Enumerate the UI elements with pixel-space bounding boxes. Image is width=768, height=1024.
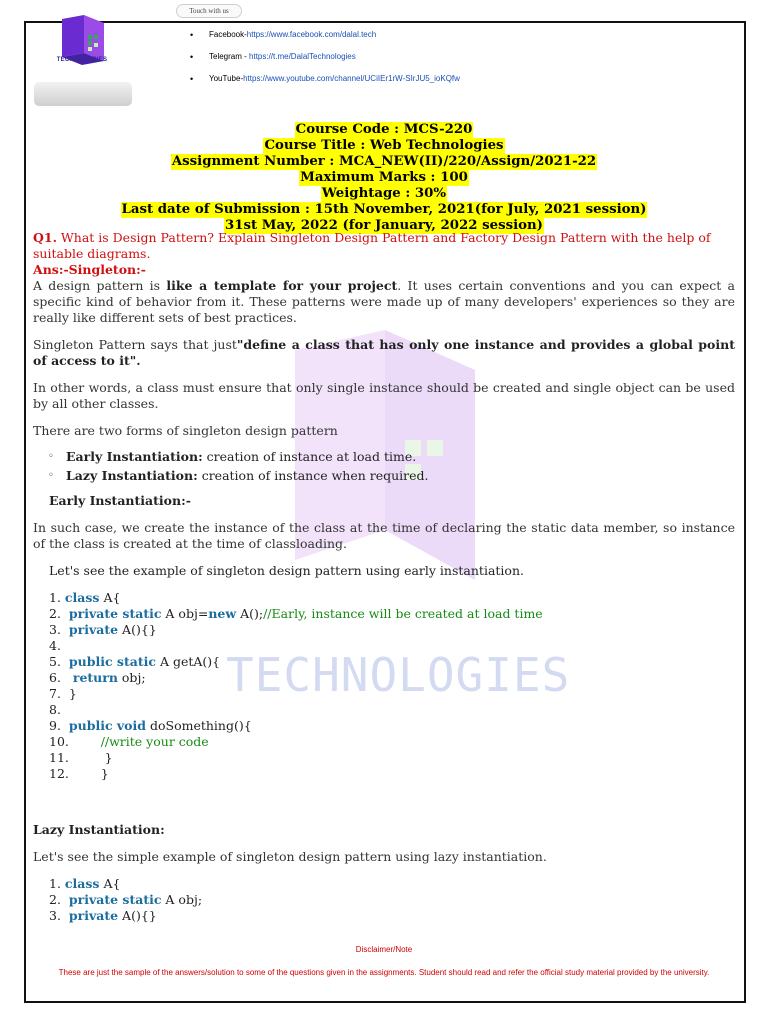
last-date: Last date of Submission : 15th November, 2021(for July, 2021 session) (121, 202, 647, 217)
weightage: Weightage : 30% (321, 186, 447, 201)
code-lazy (33, 876, 735, 924)
assignment-header (24, 118, 744, 233)
list-item: ◦ Early Instantiation: creation of instance at load time. (33, 447, 735, 466)
paragraph-7: Let's see the simple example of singleton design pattern using lazy instantiation. (33, 849, 547, 864)
code-line: 2. private static A obj; (49, 892, 203, 907)
gray-banner (34, 82, 132, 106)
disclaimer-text: These are just the sample of the answers/solution to some of the questions given in the assignments. Student should read and refer the official study material provided by the university. (58, 968, 710, 977)
answer-content (33, 230, 735, 924)
code-line: 9. public void doSomething(){ (49, 718, 252, 733)
max-marks: Maximum Marks : 100 (300, 170, 468, 185)
logo-word: TECHNOLOGIES (56, 57, 108, 63)
social-facebook[interactable]: • Facebook-https://www.facebook.com/dalal.tech (190, 28, 460, 50)
answer-heading: Ans:-Singleton:- (33, 262, 146, 277)
code-line: 1. class A{ (49, 590, 121, 605)
paragraph-1: A design pattern is like a template for your project. It uses certain conventions and you can expect a specific kind of behavior from it. These patterns were made up of many developers' experiences so they are really like different sets of best practices. (33, 278, 735, 325)
social-links (190, 28, 460, 94)
youtube-link[interactable]: https://www.youtube.com/channel/UCiIEr1rW-SIrJU5_ioKQfw (243, 74, 460, 83)
social-youtube[interactable]: • YouTube-https://www.youtube.com/channel/UCiIEr1rW-SIrJU5_ioKQfw (190, 72, 460, 94)
disclaimer-title: Disclaimer/Note (355, 945, 413, 954)
code-line: 7. } (49, 686, 77, 701)
touch-with-us-tab[interactable]: Touch with us (176, 4, 242, 18)
code-line: 3. private A(){} (49, 908, 157, 923)
code-line: 1. class A{ (49, 876, 121, 891)
code-line: 5. public static A getA(){ (49, 654, 221, 669)
early-heading: Early Instantiation:- (49, 493, 191, 508)
paragraph-4: There are two forms of singleton design pattern (33, 423, 338, 438)
assignment-number: Assignment Number : MCA_NEW(II)/220/Assign/2021-22 (171, 154, 597, 169)
code-line: 8. (49, 702, 61, 717)
social-telegram[interactable]: • Telegram - https://t.me/DalalTechnologies (190, 50, 460, 72)
course-code: Course Code : MCS-220 (295, 122, 473, 137)
code-line: 12. } (49, 766, 109, 781)
list-item: ◦ Lazy Instantiation: creation of instance when required. (33, 466, 735, 485)
paragraph-5: In such case, we create the instance of the class at the time of declaring the static data member, so instance of the class is created at the time of classloading. (33, 520, 735, 551)
dalal-logo-icon (58, 13, 110, 73)
paragraph-6: Let's see the example of singleton design pattern using early instantiation. (49, 563, 524, 578)
watermark-text: TECHNOLOGIES (226, 648, 571, 702)
code-line: 6. return obj; (49, 670, 146, 685)
code-line: 11. } (49, 750, 113, 765)
telegram-link[interactable]: https://t.me/DalalTechnologies (249, 52, 356, 61)
facebook-link[interactable]: https://www.facebook.com/dalal.tech (246, 30, 377, 39)
last-date-2: 31st May, 2022 (for January, 2022 session) (225, 218, 543, 233)
code-line: 10. //write your code (49, 734, 209, 749)
course-title: Course Title : Web Technologies (264, 138, 504, 153)
code-early (33, 590, 735, 782)
paragraph-2: Singleton Pattern says that just"define a class that has only one instance and provides a global point of access to it". (33, 337, 735, 368)
paragraph-3: In other words, a class must ensure that only single instance should be created and single object can be used by all other classes. (33, 380, 735, 411)
question-1: Q1. What is Design Pattern? Explain Singleton Design Pattern and Factory Design Pattern with the help of suitable diagrams. (33, 230, 711, 261)
code-line: 2. private static A obj=new A();//Early, instance will be created at load time (49, 606, 543, 621)
code-line: 3. private A(){} (49, 622, 157, 637)
lazy-heading: Lazy Instantiation: (33, 822, 165, 837)
code-line: 4. (49, 638, 61, 653)
